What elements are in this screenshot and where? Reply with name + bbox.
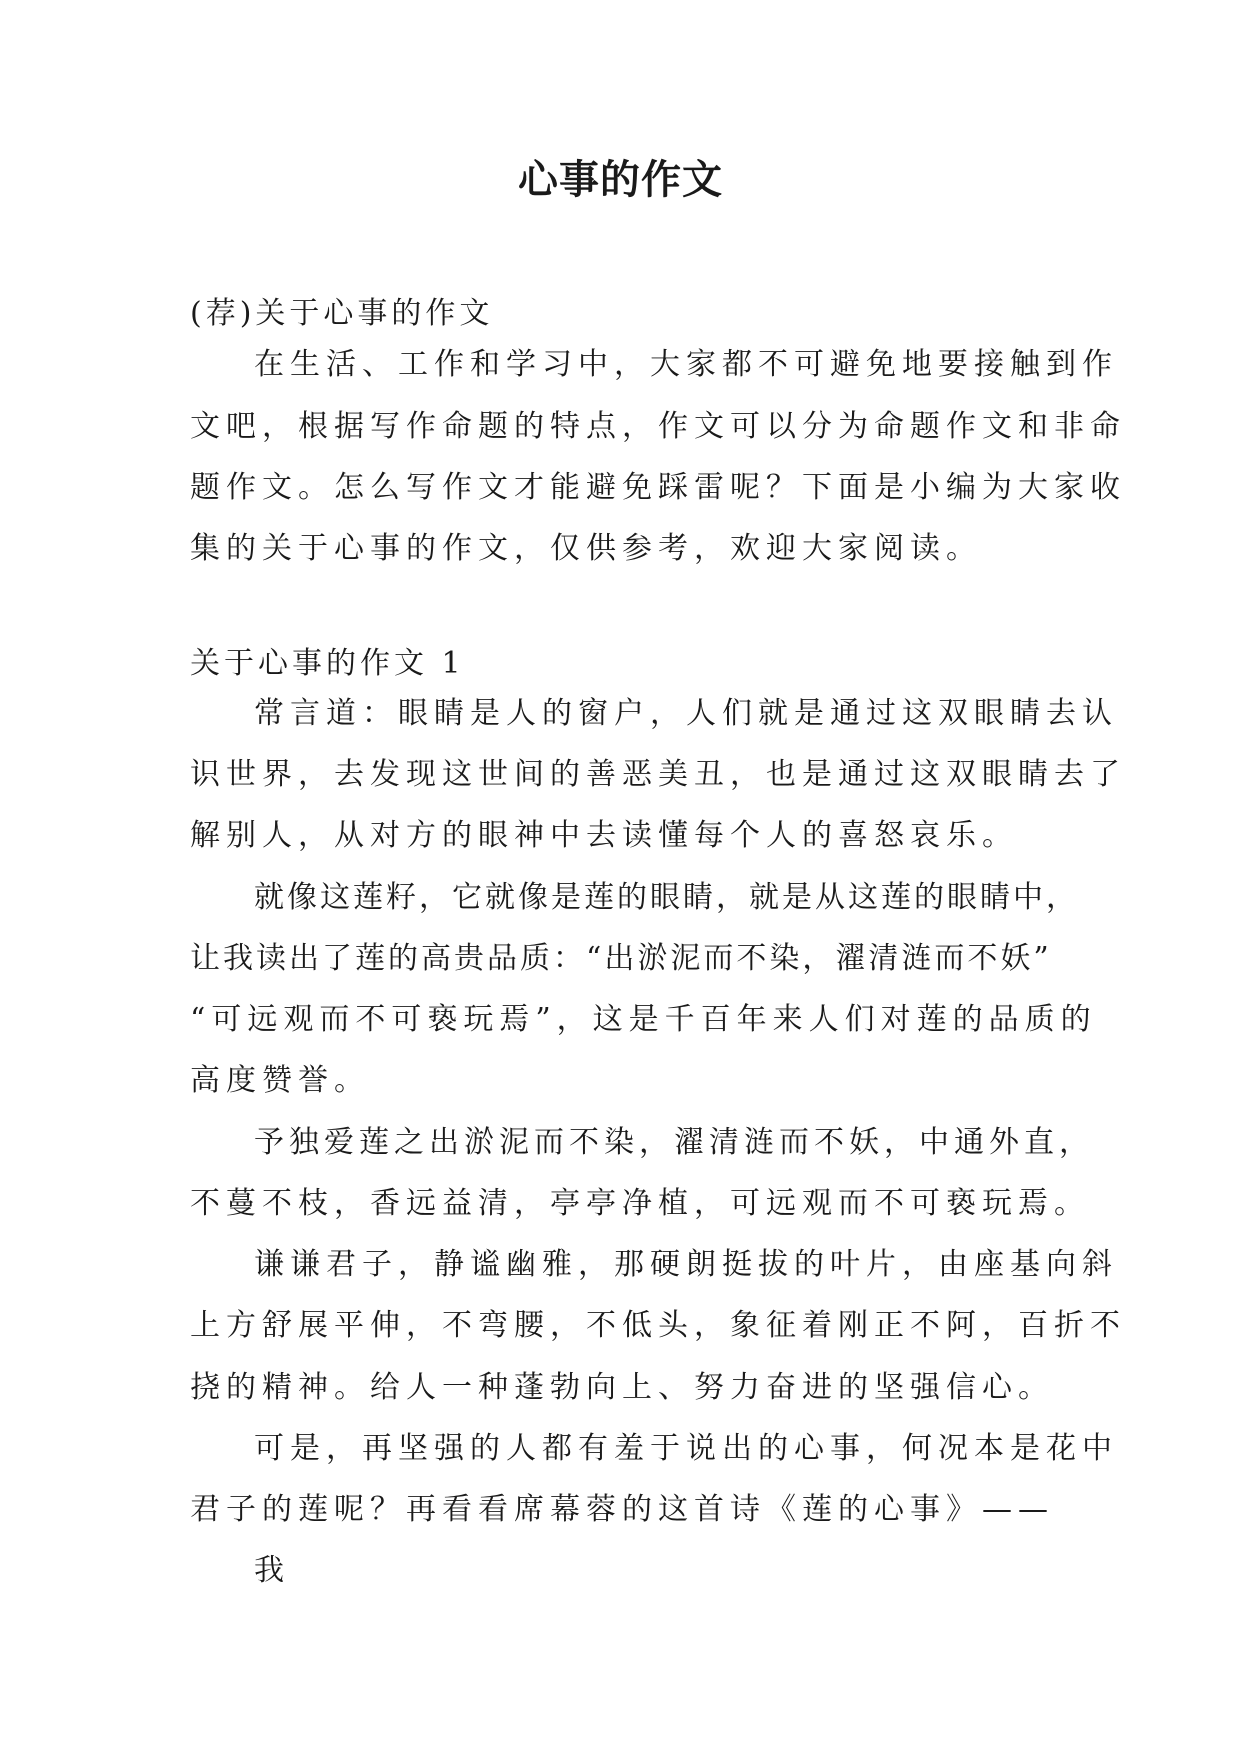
body-line: 就像这莲籽，它就像是莲的眼睛，就是从这莲的眼睛中， xyxy=(254,880,1079,915)
body-line: 谦谦君子，静谧幽雅，那硬朗挺拔的叶片，由座基向斜 xyxy=(254,1247,1118,1282)
body-line: 我 xyxy=(254,1553,290,1588)
section-heading: 关于心事的作文 1 xyxy=(190,646,465,681)
document-subtitle: (荐)关于心事的作文 xyxy=(190,296,494,331)
body-line: 君子的莲呢？再看看席幕蓉的这首诗《莲的心事》—— xyxy=(190,1492,1054,1527)
body-line: 不蔓不枝，香远益清，亭亭净植，可远观而不可亵玩焉。 xyxy=(190,1186,1090,1221)
intro-line: 文吧，根据写作命题的特点，作文可以分为命题作文和非命 xyxy=(190,409,1126,444)
body-line: 解别人，从对方的眼神中去读懂每个人的喜怒哀乐。 xyxy=(190,818,1018,853)
intro-line: 题作文。怎么写作文才能避免踩雷呢？下面是小编为大家收 xyxy=(190,470,1126,505)
body-line: 上方舒展平伸，不弯腰，不低头，象征着刚正不阿，百折不 xyxy=(190,1308,1126,1343)
body-line: 让我读出了莲的高贵品质：“出淤泥而不染，濯清涟而不妖” xyxy=(190,941,1052,976)
body-line: 予独爱莲之出淤泥而不染，濯清涟而不妖，中通外直， xyxy=(254,1125,1094,1160)
body-line: 挠的精神。给人一种蓬勃向上、努力奋进的坚强信心。 xyxy=(190,1370,1054,1405)
document-title: 心事的作文 xyxy=(518,157,723,203)
body-line: 常言道：眼睛是人的窗户，人们就是通过这双眼睛去认 xyxy=(254,696,1118,731)
body-line: 可是，再坚强的人都有羞于说出的心事，何况本是花中 xyxy=(254,1431,1118,1466)
intro-line: 在生活、工作和学习中，大家都不可避免地要接触到作 xyxy=(254,347,1118,382)
body-line: “可远观而不可亵玩焉”，这是千百年来人们对莲的品质的 xyxy=(190,1002,1097,1037)
body-line: 高度赞誉。 xyxy=(190,1063,370,1098)
body-line: 识世界，去发现这世间的善恶美丑，也是通过这双眼睛去了 xyxy=(190,757,1126,792)
intro-line: 集的关于心事的作文，仅供参考，欢迎大家阅读。 xyxy=(190,531,982,566)
